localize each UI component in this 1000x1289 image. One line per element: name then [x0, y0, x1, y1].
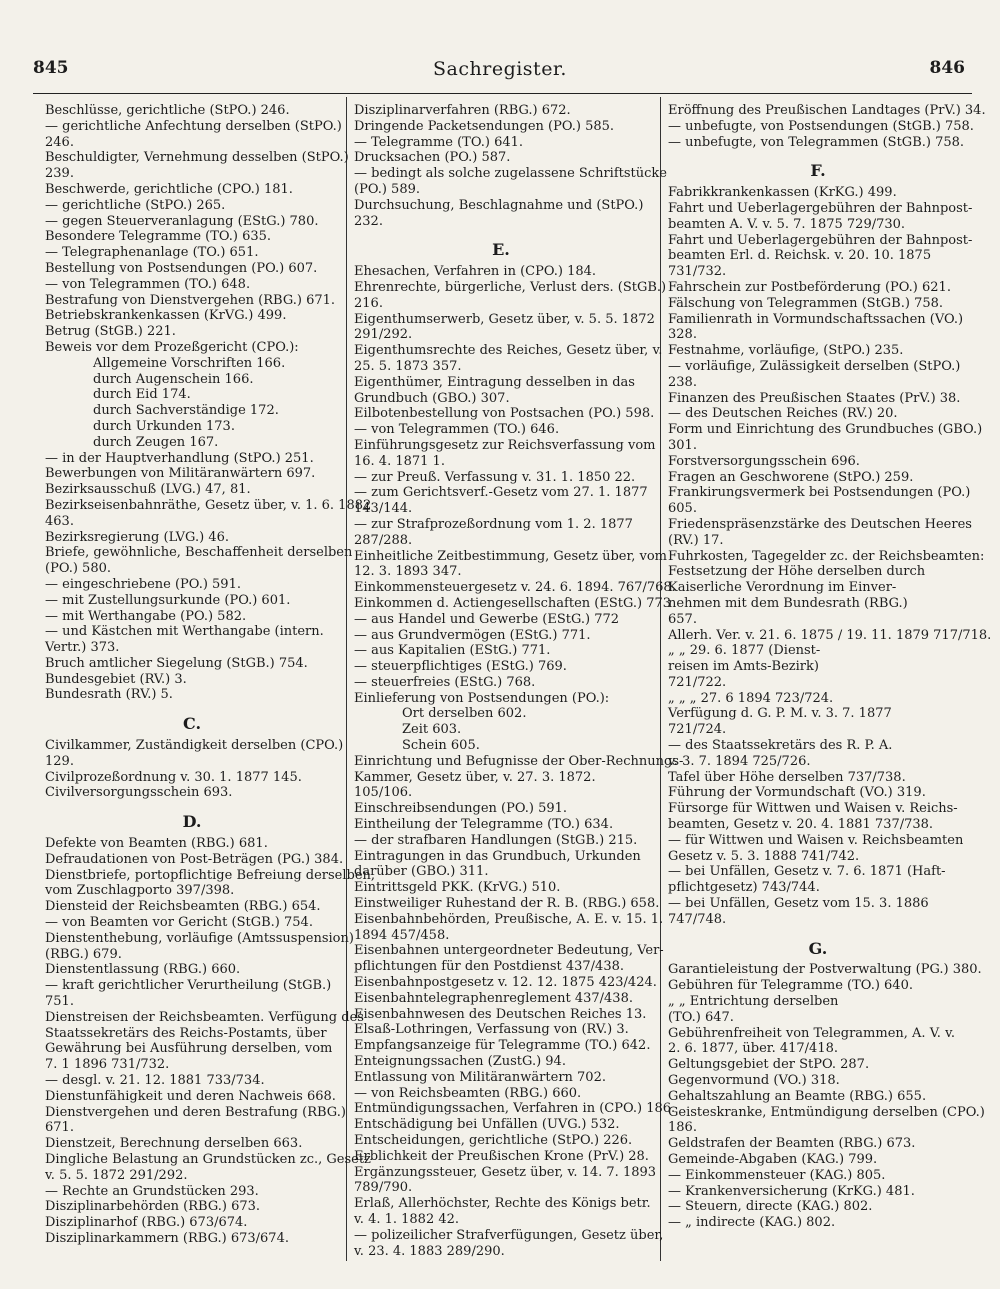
index-entry-line: Eisenbahntelegraphenreglement 437/438. [354, 990, 633, 1006]
index-entry-line: (TO.) 647. [668, 1009, 734, 1025]
section-spacer [45, 703, 339, 711]
index-entry-line: — vorläufige, Zulässigkeit derselben (StPO.) [668, 358, 961, 374]
index-entry-line: 747/748. [668, 911, 727, 927]
index-entry-line: Bezirksregierung (LVG.) 46. [45, 529, 229, 545]
index-entry-line: Dienstreisen der Reichsbeamten. Verfügung des [45, 1009, 364, 1025]
index-entry-line: Eigenthümer, Eintragung desselben in das [354, 374, 635, 390]
index-entry-line: 238. [668, 374, 697, 390]
index-entry-line: nehmen mit dem Bundesrath (RBG.) [668, 595, 908, 611]
index-entry-line: Dienstentlassung (RBG.) 660. [45, 962, 241, 978]
index-entry-line: Defekte von Beamten (RBG.) 681. [45, 836, 268, 852]
index-entry-line: Führung der Vormundschaft (VO.) 319. [668, 785, 926, 801]
index-entry-line: Entscheidungen, gerichtliche (StPO.) 226. [354, 1133, 633, 1148]
index-entry-line: Staatssekretärs des Reichs-Postamts, über [45, 1025, 327, 1041]
index-entry-line: — zur Preuß. Verfassung v. 31. 1. 1850 22. [354, 469, 636, 485]
header-rule [33, 93, 972, 94]
index-entry-line: Ehrenrechte, bürgerliche, Verlust ders. (StGB.) [354, 279, 667, 295]
index-entry-line: beamten A. V. v. 5. 7. 1875 729/730. [668, 216, 906, 232]
index-entry-line: (RBG.) 679. [45, 946, 122, 962]
index-entry-line: — bei Unfällen, Gesetz v. 7. 6. 1871 (Haft- [668, 864, 946, 880]
section-spacer [668, 928, 968, 936]
index-entry-line: Besondere Telegramme (TO.) 635. [45, 229, 272, 245]
index-entry-line: 789/790. [354, 1180, 413, 1196]
index-entry-line: 657. [668, 611, 697, 627]
index-entry-line: — eingeschriebene (PO.) 591. [45, 576, 241, 592]
index-column-3 [668, 103, 992, 1231]
index-entry-line: Beschlüsse, gerichtliche (StPO.) 246. [45, 103, 290, 118]
index-entry-line: v. 4. 1. 1882 42. [354, 1211, 460, 1227]
index-entry-line: beamten, Gesetz v. 20. 4. 1881 737/738. [668, 817, 934, 833]
index-entry-line: Eisenbahnen untergeordneter Bedeutung, Ver- [354, 943, 664, 959]
index-entry-line: Kaiserliche Verordnung im Einver- [668, 580, 897, 596]
index-entry-line: — Einkommensteuer (KAG.) 805. [668, 1167, 886, 1183]
index-entry-line: 186. [668, 1120, 697, 1136]
index-entry-line: Vertr.) 373. [45, 640, 120, 656]
index-entry-line: Eintheilung der Telegramme (TO.) 634. [354, 817, 614, 833]
index-entry-line: Geldstrafen der Beamten (RBG.) 673. [668, 1136, 916, 1152]
index-entry-line: Bundesgebiet (RV.) 3. [45, 671, 187, 687]
index-entry-line: durch Urkunden 173. [93, 418, 235, 434]
index-entry-line: darüber (GBO.) 311. [354, 864, 489, 880]
index-entry-line: Ehesachen, Verfahren in (CPO.) 184. [354, 264, 597, 280]
index-entry-line: 605. [668, 501, 697, 517]
index-entry-line: Bewerbungen von Militäranwärtern 697. [45, 466, 316, 482]
index-entry-line: — zur Strafprozeßordnung vom 1. 2. 1877 [354, 516, 633, 532]
index-entry-line: Finanzen des Preußischen Staates (PrV.) 38. [668, 390, 961, 406]
index-entry-line: Fahrt und Ueberlagergebühren der Bahnpost- [668, 200, 973, 216]
index-entry-line: Gemeinde-Abgaben (KAG.) 799. [668, 1152, 878, 1167]
index-entry-line: — steuerpflichtiges (EStG.) 769. [354, 659, 567, 675]
index-entry-line: Disziplinarbehörden (RBG.) 673. [45, 1199, 261, 1215]
index-entry-line: Entschädigung bei Unfällen (UVG.) 532. [354, 1117, 620, 1133]
index-entry-line: Bezirksausschuß (LVG.) 47, 81. [45, 482, 251, 498]
index-entry-line: Civilprozeßordnung v. 30. 1. 1877 145. [45, 769, 302, 785]
section-letter-heading: D. [182, 812, 202, 832]
index-entry-line: Tafel über Höhe derselben 737/738. [668, 769, 906, 785]
index-entry-line: 2. 6. 1877, über. 417/418. [668, 1041, 838, 1057]
index-entry-line: 671. [45, 1120, 74, 1136]
index-entry-line: reisen im Amts-Bezirk) [668, 659, 819, 675]
index-entry-line: vom Zuschlagporto 397/398. [45, 883, 235, 899]
index-entry-line: Betrug (StGB.) 221. [45, 324, 176, 340]
index-entry-line: — von Telegrammen (TO.) 646. [354, 422, 560, 438]
index-entry-line: (PO.) 589. [354, 181, 420, 197]
index-entry-line: 239. [45, 166, 74, 182]
index-entry-line: durch Zeugen 167. [93, 434, 219, 450]
index-entry-line: — Telegramme (TO.) 641. [354, 134, 524, 150]
index-entry-line: 1894 457/458. [354, 927, 450, 943]
index-entry-line: „ „ 29. 6. 1877 (Dienst- [668, 643, 821, 659]
index-entry-line: 287/288. [354, 532, 413, 548]
index-entry-line: Garantieleistung der Postverwaltung (PG.) 380. [668, 962, 982, 978]
index-entry-line: „ „ „ 27. 6 1894 723/724. [668, 690, 834, 706]
index-entry-line: Allgemeine Vorschriften 166. [93, 355, 286, 371]
index-entry-line: — und Kästchen mit Werthangabe (intern. [45, 624, 324, 640]
index-entry-line: 751. [45, 994, 74, 1010]
index-entry-line: Beschwerde, gerichtliche (CPO.) 181. [45, 181, 293, 197]
index-entry-line: Einführungsgesetz zur Reichsverfassung vom [354, 437, 656, 453]
index-entry-line: — aus Grundvermögen (EStG.) 771. [354, 627, 591, 643]
index-entry-line: durch Sachverständige 172. [93, 403, 279, 419]
index-entry-line: — Rechte an Grundstücken 293. [45, 1183, 259, 1199]
section-letter-heading: G. [808, 938, 828, 958]
index-entry-line: Bestellung von Postsendungen (PO.) 607. [45, 260, 318, 276]
column-divider-1 [346, 97, 347, 1261]
index-entry-line: Ort derselben 602. [402, 706, 527, 722]
index-entry-line: — von Reichsbeamten (RBG.) 660. [354, 1085, 582, 1101]
index-entry-line: Beweis vor dem Prozeßgericht (CPO.): [45, 339, 299, 355]
index-entry-line: Dienstvergehen und deren Bestrafung (RBG.) [45, 1104, 346, 1120]
index-entry-line: Geisteskranke, Entmündigung derselben (CPO.) [668, 1104, 985, 1120]
index-entry-line: — unbefugte, von Telegrammen (StGB.) 758. [668, 134, 965, 150]
index-entry-line: Eintragungen in das Grundbuch, Urkunden [354, 848, 641, 864]
index-entry-line: 25. 5. 1873 357. [354, 358, 462, 374]
index-entry-line: Kammer, Gesetz über, v. 27. 3. 1872. [354, 769, 596, 785]
index-entry-line: — Telegraphenanlage (TO.) 651. [45, 245, 259, 261]
index-entry-line: Einrichtung und Befugnisse der Ober-Rechnungs- [354, 753, 684, 769]
index-entry-line: Eigenthumsrechte des Reiches, Gesetz über, v. [354, 343, 663, 359]
section-spacer [668, 150, 968, 158]
index-entry-line: Briefe, gewöhnliche, Beschaffenheit derselben [45, 545, 353, 561]
index-entry-line: „ „ Entrichtung derselben [668, 994, 839, 1010]
section-spacer [354, 229, 648, 237]
index-entry-line: 16. 4. 1871 1. [354, 453, 445, 469]
index-entry-line: (PO.) 580. [45, 561, 111, 577]
index-entry-line: — Krankenversicherung (KrKG.) 481. [668, 1183, 915, 1199]
index-entry-line: Schein 605. [402, 738, 480, 754]
index-entry-line: — „ indirecte (KAG.) 802. [668, 1215, 836, 1231]
index-entry-line: Dringende Packetsendungen (PO.) 585. [354, 118, 615, 134]
index-entry-line: Einlieferung von Postsendungen (PO.): [354, 690, 610, 706]
index-entry-line: pflichtgesetz) 743/744. [668, 880, 820, 896]
index-entry-line: Elsaß-Lothringen, Verfassung von (RV.) 3. [354, 1022, 629, 1038]
index-entry-line: — des Staatssekretärs des R. P. A. [668, 738, 893, 754]
index-entry-line: Friedenspräsenzstärke des Deutschen Heeres [668, 516, 972, 532]
index-entry-line: Disziplinarverfahren (RBG.) 672. [354, 103, 571, 118]
index-entry-line: Form und Einrichtung des Grundbuches (GBO.) [668, 422, 983, 438]
index-entry-line: — für Wittwen und Waisen v. Reichsbeamten [668, 832, 964, 848]
index-entry-line: v. 23. 4. 1883 289/290. [354, 1243, 505, 1259]
index-entry-line: 246. [45, 134, 74, 150]
column-divider-2 [660, 97, 661, 1261]
index-entry-line: Fahrt und Ueberlagergebühren der Bahnpost- [668, 232, 973, 248]
index-entry-line: Bundesrath (RV.) 5. [45, 687, 173, 703]
index-entry-line: Gegenvormund (VO.) 318. [668, 1073, 840, 1089]
index-entry-line: 731/732. [668, 264, 727, 280]
index-entry-line: Bestrafung von Dienstvergehen (RBG.) 671. [45, 292, 336, 308]
index-entry-line: Allerh. Ver. v. 21. 6. 1875 / 19. 11. 1879 717/718. [668, 627, 992, 643]
index-entry-line: v. 3. 7. 1894 725/726. [668, 753, 811, 769]
index-entry-line: Familienrath in Vormundschaftssachen (VO.) [668, 311, 964, 327]
index-entry-line: Verfügung d. G. P. M. v. 3. 7. 1877 [668, 706, 892, 722]
index-entry-line: — gerichtliche Anfechtung derselben (StPO.) [45, 118, 342, 134]
index-entry-line: 301. [668, 437, 697, 453]
index-entry-line: Diensteid der Reichsbeamten (RBG.) 654. [45, 899, 321, 915]
index-entry-line: Festnahme, vorläufige, (StPO.) 235. [668, 343, 904, 359]
index-entry-line: Einstweiliger Ruhestand der R. B. (RBG.) 658. [354, 896, 660, 912]
section-letter-heading: E. [492, 240, 510, 260]
index-entry-line: 7. 1 1896 731/732. [45, 1057, 170, 1073]
running-title: Sachregister. [433, 58, 567, 80]
left-page-number: 845 [33, 58, 69, 78]
index-entry-line: Frankirungsvermerk bei Postsendungen (PO.) [668, 485, 971, 501]
index-entry-line: Ergänzungssteuer, Gesetz über, v. 14. 7. 1893 [354, 1164, 657, 1180]
index-entry-line: Betriebskrankenkassen (KrVG.) 499. [45, 308, 287, 324]
index-entry-line: Bezirkseisenbahnräthe, Gesetz über, v. 1. 6. 1882 [45, 497, 372, 513]
index-entry-line: Eintrittsgeld PKK. (KrVG.) 510. [354, 880, 561, 896]
page-header [0, 58, 1000, 88]
index-entry-line: Dienstzeit, Berechnung derselben 663. [45, 1136, 303, 1152]
index-entry-line: Entlassung von Militäranwärtern 702. [354, 1069, 606, 1085]
index-entry-line: Enteignungssachen (ZustG.) 94. [354, 1054, 566, 1070]
index-entry-line: Fuhrkosten, Tagegelder zc. der Reichsbeamten: [668, 548, 985, 564]
index-entry-line: Dienstunfähigkeit und deren Nachweis 668. [45, 1088, 336, 1104]
index-entry-line: 105/106. [354, 785, 413, 801]
index-entry-line: — gerichtliche (StPO.) 265. [45, 197, 226, 213]
index-entry-line: Geltungsgebiet der StPO. 287. [668, 1057, 870, 1073]
index-entry-line: 143/144. [354, 501, 413, 517]
index-entry-line: 291/292. [354, 327, 413, 343]
index-entry-line: Grundbuch (GBO.) 307. [354, 390, 510, 406]
index-entry-line: beamten Erl. d. Reichsk. v. 20. 10. 1875 [668, 248, 932, 264]
index-entry-line: — in der Hauptverhandlung (StPO.) 251. [45, 450, 314, 466]
index-entry-line: Entmündigungssachen, Verfahren in (CPO.) 186. [354, 1101, 676, 1117]
index-entry-line: Eisenbahnwesen des Deutschen Reiches 13. [354, 1006, 647, 1022]
index-entry-line: Fahrschein zur Postbeförderung (PO.) 621. [668, 279, 951, 295]
index-entry-line: 232. [354, 213, 383, 229]
index-entry-line: Dienstenthebung, vorläufige (Amtssuspension) [45, 930, 354, 946]
index-entry-line: Gebühren für Telegramme (TO.) 640. [668, 978, 913, 994]
index-entry-line: v. 5. 5. 1872 291/292. [45, 1167, 188, 1183]
section-letter-heading: F. [810, 161, 826, 181]
index-entry-line: Fragen an Geschworene (StPO.) 259. [668, 469, 914, 485]
index-entry-line: Disziplinarhof (RBG.) 673/674. [45, 1215, 248, 1231]
index-entry-line: durch Eid 174. [93, 387, 191, 403]
index-entry-line: pflichtungen für den Postdienst 437/438. [354, 959, 624, 975]
index-entry-line: Empfangsanzeige für Telegramme (TO.) 642. [354, 1038, 651, 1054]
index-entry-line: Gebührenfreiheit von Telegrammen, A. V. v. [668, 1025, 956, 1041]
index-entry-line: Bruch amtlicher Siegelung (StGB.) 754. [45, 655, 308, 671]
index-entry-line: Gesetz v. 5. 3. 1888 741/742. [668, 848, 860, 864]
index-entry-line: — zum Gerichtsverf.-Gesetz vom 27. 1. 1877 [354, 485, 648, 501]
index-entry-line: 463. [45, 513, 74, 529]
index-entry-line: — des Deutschen Reiches (RV.) 20. [668, 406, 898, 422]
index-entry-line: — der strafbaren Handlungen (StGB.) 215. [354, 832, 638, 848]
index-entry-line: — desgl. v. 21. 12. 1881 733/734. [45, 1073, 265, 1089]
index-entry-line: 721/724. [668, 722, 727, 738]
index-entry-line: Gewährung bei Ausführung derselben, vom [45, 1041, 333, 1057]
index-entry-line: — unbefugte, von Postsendungen (StGB.) 758. [668, 118, 974, 134]
index-entry-line: — bei Unfällen, Gesetz vom 15. 3. 1886 [668, 896, 929, 912]
index-entry-line: Festsetzung der Höhe derselben durch [668, 564, 926, 580]
index-entry-line: Forstversorgungsschein 696. [668, 453, 860, 469]
index-entry-line: Civilkammer, Zuständigkeit derselben (CPO.) [45, 738, 344, 754]
index-entry-line: Zeit 603. [402, 722, 462, 738]
index-entry-line: Eisenbahnbehörden, Preußische, A. E. v. 15. 1. [354, 911, 664, 927]
index-entry-line: Einschreibsendungen (PO.) 591. [354, 801, 568, 817]
index-entry-line: 721/722. [668, 674, 727, 690]
index-entry-line: Dienstbriefe, portopflichtige Befreiung derselben, [45, 867, 376, 883]
index-entry-line: Fabrikkrankenkassen (KrKG.) 499. [668, 185, 897, 201]
index-entry-line: Drucksachen (PO.) 587. [354, 150, 511, 166]
index-entry-line: — mit Zustellungsurkunde (PO.) 601. [45, 592, 291, 608]
index-entry-line: Eröffnung des Preußischen Landtages (PrV.) 34. [668, 103, 986, 118]
index-entry-line: Beschuldigter, Vernehmung desselben (StPO.) [45, 150, 349, 166]
index-entry-line: — steuerfreies (EStG.) 768. [354, 674, 536, 690]
index-entry-line: Durchsuchung, Beschlagnahme und (StPO.) [354, 197, 644, 213]
index-entry-line: Disziplinarkammern (RBG.) 673/674. [45, 1230, 289, 1246]
index-entry-line: — polizeilicher Strafverfügungen, Gesetz über, [354, 1227, 664, 1243]
index-entry-line: — mit Werthangabe (PO.) 582. [45, 608, 247, 624]
index-entry-line: Civilversorgungsschein 693. [45, 785, 233, 801]
index-entry-line: Dingliche Belastung an Grundstücken zc., Gesetz [45, 1152, 371, 1167]
index-entry-line: Erlaß, Allerhöchster, Rechte des Königs betr. [354, 1196, 651, 1212]
index-entry-line: Einkommensteuergesetz v. 24. 6. 1894. 767/768. [354, 580, 676, 596]
index-entry-line: — bedingt als solche zugelassene Schriftstücke [354, 166, 667, 182]
section-spacer [45, 801, 339, 809]
index-entry-line: Erblichkeit der Preußischen Krone (PrV.) 28. [354, 1148, 649, 1164]
index-entry-line: — gegen Steuerveranlagung (EStG.) 780. [45, 213, 319, 229]
index-entry-line: — von Telegrammen (TO.) 648. [45, 276, 251, 292]
index-entry-line: — Steuern, directe (KAG.) 802. [668, 1199, 873, 1215]
index-entry-line: — von Beamten vor Gericht (StGB.) 754. [45, 915, 313, 931]
index-entry-line: Eilbotenbestellung von Postsachen (PO.) 598. [354, 406, 655, 422]
index-entry-line: Fälschung von Telegrammen (StGB.) 758. [668, 295, 944, 311]
section-letter-heading: C. [182, 714, 202, 734]
index-entry-line: Defraudationen von Post-Beträgen (PG.) 384. [45, 851, 344, 867]
index-entry-line: 216. [354, 295, 383, 311]
index-entry-line: — aus Kapitalien (EStG.) 771. [354, 643, 551, 659]
index-entry-line: 12. 3. 1893 347. [354, 564, 462, 580]
index-entry-line: Eigenthumserwerb, Gesetz über, v. 5. 5. 1872 [354, 311, 655, 327]
index-entry-line: — kraft gerichtlicher Verurtheilung (StGB.) [45, 978, 332, 994]
index-entry-line: 328. [668, 327, 697, 343]
index-entry-line: Einheitliche Zeitbestimmung, Gesetz über, vom [354, 548, 668, 564]
index-entry-line: Fürsorge für Wittwen und Waisen v. Reichs- [668, 801, 958, 817]
right-page-number: 846 [929, 58, 965, 78]
index-entry-line: (RV.) 17. [668, 532, 724, 548]
index-entry-line: Eisenbahnpostgesetz v. 12. 12. 1875 423/424. [354, 975, 657, 991]
index-entry-line: Einkommen d. Actiengesellschaften (EStG.) 773 [354, 595, 672, 611]
index-entry-line: Gehaltszahlung an Beamte (RBG.) 655. [668, 1088, 927, 1104]
index-entry-line: durch Augenschein 166. [93, 371, 254, 387]
index-entry-line: 129. [45, 753, 74, 769]
index-entry-line: — aus Handel und Gewerbe (EStG.) 772 [354, 611, 620, 627]
